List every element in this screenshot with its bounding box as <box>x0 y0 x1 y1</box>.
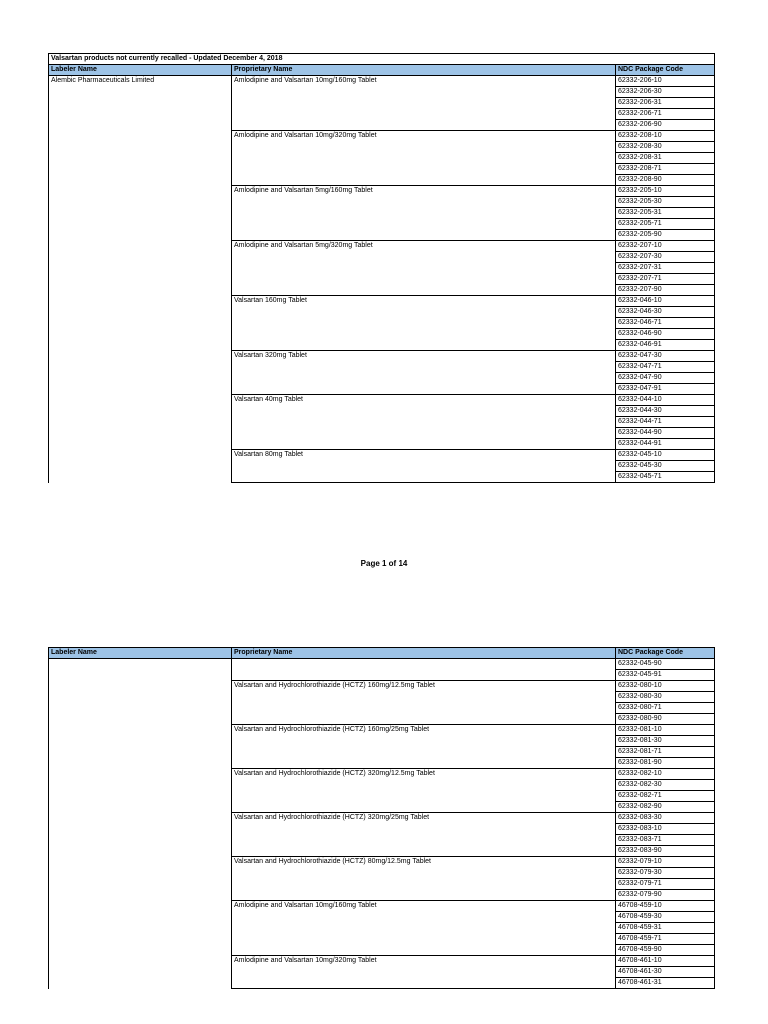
table-row <box>49 142 715 153</box>
table-row <box>49 296 715 307</box>
proprietary-name-cell <box>232 252 616 263</box>
ndc-code-cell: 62332-047-91 <box>616 384 715 395</box>
table-row <box>49 978 715 989</box>
table-row <box>49 76 715 87</box>
labeler-name-cell <box>49 472 232 483</box>
ndc-code-cell: 46708-459-30 <box>616 912 715 923</box>
table-row <box>49 197 715 208</box>
proprietary-name-cell <box>232 329 616 340</box>
table-row <box>49 659 715 670</box>
labeler-name-cell <box>49 703 232 714</box>
ndc-code-cell: 62332-045-30 <box>616 461 715 472</box>
ndc-code-cell: 62332-047-30 <box>616 351 715 362</box>
header-row <box>49 648 715 659</box>
table-row <box>49 923 715 934</box>
table-row <box>49 164 715 175</box>
proprietary-name-cell <box>232 758 616 769</box>
proprietary-name-cell <box>232 318 616 329</box>
proprietary-name-cell <box>232 263 616 274</box>
labeler-name-cell <box>49 263 232 274</box>
ndc-code-cell: 62332-045-71 <box>616 472 715 483</box>
table-row <box>49 274 715 285</box>
labeler-name-cell <box>49 956 232 967</box>
proprietary-name-cell <box>232 153 616 164</box>
proprietary-name-cell <box>232 945 616 956</box>
table-row <box>49 153 715 164</box>
labeler-name-cell <box>49 373 232 384</box>
proprietary-name-cell <box>232 219 616 230</box>
table-row <box>49 208 715 219</box>
proprietary-name-cell: Valsartan 160mg Tablet <box>232 296 616 307</box>
ndc-code-cell: 46708-459-71 <box>616 934 715 945</box>
proprietary-name-cell <box>232 208 616 219</box>
labeler-name-cell <box>49 791 232 802</box>
labeler-name-cell <box>49 890 232 901</box>
labeler-name-cell <box>49 802 232 813</box>
ndc-code-cell: 62332-081-90 <box>616 758 715 769</box>
labeler-name-cell <box>49 274 232 285</box>
ndc-code-cell: 62332-082-10 <box>616 769 715 780</box>
table-row <box>49 98 715 109</box>
labeler-name-cell <box>49 824 232 835</box>
proprietary-name-cell <box>232 98 616 109</box>
proprietary-name-cell <box>232 120 616 131</box>
header-labeler-name: Labeler Name <box>49 648 232 659</box>
page-number: Page 1 of 14 <box>360 559 408 568</box>
ndc-code-cell: 62332-044-10 <box>616 395 715 406</box>
proprietary-name-cell <box>232 791 616 802</box>
proprietary-name-cell <box>232 879 616 890</box>
labeler-name-cell <box>49 351 232 362</box>
proprietary-name-cell <box>232 406 616 417</box>
labeler-name-cell <box>49 395 232 406</box>
ndc-code-cell: 62332-044-30 <box>616 406 715 417</box>
table-row <box>49 450 715 461</box>
proprietary-name-cell <box>232 923 616 934</box>
labeler-name-cell <box>49 285 232 296</box>
ndc-code-cell: 62332-205-71 <box>616 219 715 230</box>
proprietary-name-cell <box>232 912 616 923</box>
ndc-code-cell: 62332-081-71 <box>616 747 715 758</box>
labeler-name-cell <box>49 714 232 725</box>
labeler-name-cell: Alembic Pharmaceuticals Limited <box>49 76 232 87</box>
labeler-name-cell <box>49 208 232 219</box>
table-row <box>49 307 715 318</box>
table-row <box>49 318 715 329</box>
labeler-name-cell <box>49 219 232 230</box>
proprietary-name-cell: Amlodipine and Valsartan 10mg/320mg Tablet <box>232 956 616 967</box>
labeler-name-cell <box>49 769 232 780</box>
ndc-code-cell: 62332-044-71 <box>616 417 715 428</box>
ndc-code-cell: 62332-046-91 <box>616 340 715 351</box>
labeler-name-cell <box>49 934 232 945</box>
ndc-code-cell: 62332-080-71 <box>616 703 715 714</box>
proprietary-name-cell <box>232 747 616 758</box>
table-row <box>49 945 715 956</box>
proprietary-name-cell <box>232 670 616 681</box>
table-row <box>49 890 715 901</box>
ndc-code-cell: 62332-205-31 <box>616 208 715 219</box>
table-row <box>49 175 715 186</box>
ndc-code-cell: 62332-207-71 <box>616 274 715 285</box>
proprietary-name-cell <box>232 967 616 978</box>
labeler-name-cell <box>49 747 232 758</box>
table-row <box>49 670 715 681</box>
table-row <box>49 461 715 472</box>
ndc-code-cell: 62332-205-90 <box>616 230 715 241</box>
labeler-name-cell <box>49 725 232 736</box>
ndc-code-cell: 62332-207-10 <box>616 241 715 252</box>
proprietary-name-cell <box>232 164 616 175</box>
labeler-name-cell <box>49 428 232 439</box>
header-proprietary-name: Proprietary Name <box>232 648 616 659</box>
labeler-name-cell <box>49 912 232 923</box>
table-row <box>49 868 715 879</box>
labeler-name-cell <box>49 439 232 450</box>
ndc-code-cell: 46708-461-30 <box>616 967 715 978</box>
ndc-code-cell: 62332-045-91 <box>616 670 715 681</box>
table-row <box>49 813 715 824</box>
ndc-code-cell: 46708-461-31 <box>616 978 715 989</box>
labeler-name-cell <box>49 659 232 670</box>
ndc-code-cell: 62332-208-71 <box>616 164 715 175</box>
labeler-name-cell <box>49 142 232 153</box>
labeler-name-cell <box>49 296 232 307</box>
ndc-code-cell: 62332-079-10 <box>616 857 715 868</box>
ndc-code-cell: 62332-207-30 <box>616 252 715 263</box>
table-row <box>49 131 715 142</box>
ndc-code-cell: 62332-046-71 <box>616 318 715 329</box>
table-row <box>49 956 715 967</box>
table-row <box>49 219 715 230</box>
header-row <box>49 65 715 76</box>
table-row <box>49 846 715 857</box>
proprietary-name-cell <box>232 428 616 439</box>
table-row <box>49 901 715 912</box>
ndc-code-cell: 62332-080-10 <box>616 681 715 692</box>
labeler-name-cell <box>49 879 232 890</box>
table-row <box>49 120 715 131</box>
proprietary-name-cell <box>232 472 616 483</box>
labeler-name-cell <box>49 109 232 120</box>
proprietary-name-cell <box>232 373 616 384</box>
proprietary-name-cell <box>232 384 616 395</box>
ndc-code-cell: 62332-208-31 <box>616 153 715 164</box>
table-row <box>49 725 715 736</box>
proprietary-name-cell <box>232 703 616 714</box>
table-row <box>49 692 715 703</box>
proprietary-name-cell <box>232 846 616 857</box>
proprietary-name-cell <box>232 439 616 450</box>
page-1-table <box>48 53 714 483</box>
labeler-name-cell <box>49 813 232 824</box>
proprietary-name-cell <box>232 142 616 153</box>
table-row <box>49 351 715 362</box>
proprietary-name-cell <box>232 109 616 120</box>
table-row <box>49 879 715 890</box>
ndc-code-cell: 62332-046-30 <box>616 307 715 318</box>
ndc-code-cell: 62332-047-90 <box>616 373 715 384</box>
ndc-code-cell: 62332-083-71 <box>616 835 715 846</box>
labeler-name-cell <box>49 340 232 351</box>
labeler-name-cell <box>49 307 232 318</box>
labeler-name-cell <box>49 945 232 956</box>
labeler-name-cell <box>49 153 232 164</box>
table-row <box>49 384 715 395</box>
table-row <box>49 252 715 263</box>
table-row <box>49 835 715 846</box>
proprietary-name-cell <box>232 824 616 835</box>
labeler-name-cell <box>49 780 232 791</box>
ndc-code-cell: 62332-208-90 <box>616 175 715 186</box>
proprietary-name-cell: Amlodipine and Valsartan 5mg/160mg Tablet <box>232 186 616 197</box>
labeler-name-cell <box>49 736 232 747</box>
table-row <box>49 329 715 340</box>
ndc-code-cell: 62332-082-71 <box>616 791 715 802</box>
proprietary-name-cell <box>232 175 616 186</box>
header-ndc-package-code: NDC Package Code <box>616 65 715 76</box>
proprietary-name-cell <box>232 692 616 703</box>
table-row <box>49 439 715 450</box>
labeler-name-cell <box>49 692 232 703</box>
table-row <box>49 285 715 296</box>
table-row <box>49 681 715 692</box>
ndc-code-cell: 62332-082-90 <box>616 802 715 813</box>
proprietary-name-cell <box>232 934 616 945</box>
table-row <box>49 747 715 758</box>
labeler-name-cell <box>49 967 232 978</box>
proprietary-name-cell: Valsartan and Hydrochlorothiazide (HCTZ) 80mg/12.5mg Tablet <box>232 857 616 868</box>
labeler-name-cell <box>49 362 232 373</box>
proprietary-name-cell <box>232 230 616 241</box>
labeler-name-cell <box>49 461 232 472</box>
ndc-code-cell: 62332-208-30 <box>616 142 715 153</box>
proprietary-name-cell <box>232 87 616 98</box>
labeler-name-cell <box>49 87 232 98</box>
ndc-code-cell: 62332-206-71 <box>616 109 715 120</box>
proprietary-name-cell <box>232 835 616 846</box>
table-row <box>49 934 715 945</box>
table-row <box>49 263 715 274</box>
table-row <box>49 703 715 714</box>
proprietary-name-cell: Amlodipine and Valsartan 10mg/160mg Tablet <box>232 76 616 87</box>
ndc-code-cell: 62332-047-71 <box>616 362 715 373</box>
labeler-name-cell <box>49 758 232 769</box>
proprietary-name-cell <box>232 197 616 208</box>
ndc-code-cell: 62332-080-90 <box>616 714 715 725</box>
proprietary-name-cell: Valsartan and Hydrochlorothiazide (HCTZ) 320mg/25mg Tablet <box>232 813 616 824</box>
proprietary-name-cell <box>232 978 616 989</box>
ndc-code-cell: 62332-207-90 <box>616 285 715 296</box>
proprietary-name-cell: Amlodipine and Valsartan 10mg/320mg Tablet <box>232 131 616 142</box>
table-row <box>49 87 715 98</box>
labeler-name-cell <box>49 450 232 461</box>
table-row <box>49 912 715 923</box>
ndc-code-cell: 62332-083-10 <box>616 824 715 835</box>
labeler-name-cell <box>49 835 232 846</box>
ndc-code-cell: 62332-080-30 <box>616 692 715 703</box>
ndc-code-cell: 62332-046-90 <box>616 329 715 340</box>
labeler-name-cell <box>49 164 232 175</box>
proprietary-name-cell <box>232 362 616 373</box>
proprietary-name-cell <box>232 780 616 791</box>
table-row <box>49 109 715 120</box>
table-row <box>49 472 715 483</box>
labeler-name-cell <box>49 230 232 241</box>
ndc-code-cell: 62332-205-10 <box>616 186 715 197</box>
ndc-code-cell: 62332-206-90 <box>616 120 715 131</box>
ndc-code-cell: 46708-461-10 <box>616 956 715 967</box>
ndc-code-cell: 62332-079-90 <box>616 890 715 901</box>
ndc-code-cell: 62332-205-30 <box>616 197 715 208</box>
labeler-name-cell <box>49 670 232 681</box>
labeler-name-cell <box>49 120 232 131</box>
labeler-name-cell <box>49 252 232 263</box>
proprietary-name-cell <box>232 736 616 747</box>
table-row <box>49 769 715 780</box>
table-row <box>49 857 715 868</box>
ndc-code-cell: 62332-044-90 <box>616 428 715 439</box>
labeler-name-cell <box>49 978 232 989</box>
ndc-code-cell: 62332-083-30 <box>616 813 715 824</box>
labeler-name-cell <box>49 846 232 857</box>
proprietary-name-cell <box>232 340 616 351</box>
header-proprietary-name: Proprietary Name <box>232 65 616 76</box>
ndc-code-cell: 46708-459-31 <box>616 923 715 934</box>
proprietary-name-cell: Valsartan 40mg Tablet <box>232 395 616 406</box>
ndc-code-cell: 62332-079-71 <box>616 879 715 890</box>
proprietary-name-cell <box>232 417 616 428</box>
proprietary-name-cell <box>232 659 616 670</box>
proprietary-name-cell: Valsartan and Hydrochlorothiazide (HCTZ) 320mg/12.5mg Tablet <box>232 769 616 780</box>
proprietary-name-cell <box>232 285 616 296</box>
ndc-code-cell: 62332-045-90 <box>616 659 715 670</box>
table-row <box>49 758 715 769</box>
table-row <box>49 417 715 428</box>
proprietary-name-cell <box>232 461 616 472</box>
table-row <box>49 780 715 791</box>
ndc-code-cell: 62332-082-30 <box>616 780 715 791</box>
header-labeler-name: Labeler Name <box>49 65 232 76</box>
labeler-name-cell <box>49 417 232 428</box>
labeler-name-cell <box>49 186 232 197</box>
table-row <box>49 230 715 241</box>
labeler-name-cell <box>49 318 232 329</box>
proprietary-name-cell: Amlodipine and Valsartan 5mg/320mg Tablet <box>232 241 616 252</box>
ndc-code-cell: 62332-206-10 <box>616 76 715 87</box>
ndc-code-cell: 46708-459-10 <box>616 901 715 912</box>
ndc-code-cell: 62332-206-31 <box>616 98 715 109</box>
ndc-code-cell: 62332-081-30 <box>616 736 715 747</box>
proprietary-name-cell <box>232 868 616 879</box>
page-2-table <box>48 647 714 989</box>
labeler-name-cell <box>49 175 232 186</box>
proprietary-name-cell <box>232 802 616 813</box>
proprietary-name-cell: Valsartan 80mg Tablet <box>232 450 616 461</box>
table-row <box>49 791 715 802</box>
proprietary-name-cell <box>232 307 616 318</box>
labeler-name-cell <box>49 923 232 934</box>
proprietary-name-cell <box>232 714 616 725</box>
labeler-name-cell <box>49 241 232 252</box>
table-row <box>49 802 715 813</box>
table-row <box>49 736 715 747</box>
ndc-code-cell: 62332-079-30 <box>616 868 715 879</box>
table-row <box>49 241 715 252</box>
labeler-name-cell <box>49 98 232 109</box>
header-ndc-package-code: NDC Package Code <box>616 648 715 659</box>
labeler-name-cell <box>49 384 232 395</box>
valsartan-table-page-1 <box>48 53 715 483</box>
ndc-code-cell: 62332-206-30 <box>616 87 715 98</box>
proprietary-name-cell: Amlodipine and Valsartan 10mg/160mg Tablet <box>232 901 616 912</box>
table-row <box>49 824 715 835</box>
ndc-code-cell: 62332-208-10 <box>616 131 715 142</box>
table-row <box>49 362 715 373</box>
labeler-name-cell <box>49 131 232 142</box>
table-row <box>49 406 715 417</box>
table-row <box>49 340 715 351</box>
ndc-code-cell: 46708-459-90 <box>616 945 715 956</box>
ndc-code-cell: 62332-044-91 <box>616 439 715 450</box>
proprietary-name-cell <box>232 274 616 285</box>
table-row <box>49 373 715 384</box>
labeler-name-cell <box>49 329 232 340</box>
ndc-code-cell: 62332-207-31 <box>616 263 715 274</box>
table-row <box>49 967 715 978</box>
labeler-name-cell <box>49 197 232 208</box>
proprietary-name-cell: Valsartan and Hydrochlorothiazide (HCTZ) 160mg/25mg Tablet <box>232 725 616 736</box>
ndc-code-cell: 62332-081-10 <box>616 725 715 736</box>
document-title-row <box>49 54 715 65</box>
ndc-code-cell: 62332-046-10 <box>616 296 715 307</box>
table-row <box>49 186 715 197</box>
labeler-name-cell <box>49 901 232 912</box>
proprietary-name-cell: Valsartan 320mg Tablet <box>232 351 616 362</box>
labeler-name-cell <box>49 406 232 417</box>
table-row <box>49 714 715 725</box>
labeler-name-cell <box>49 681 232 692</box>
valsartan-table-page-2 <box>48 647 715 989</box>
proprietary-name-cell <box>232 890 616 901</box>
ndc-code-cell: 62332-045-10 <box>616 450 715 461</box>
document-title: Valsartan products not currently recalled - Updated December 4, 2018 <box>49 54 715 65</box>
labeler-name-cell <box>49 857 232 868</box>
table-row <box>49 395 715 406</box>
proprietary-name-cell: Valsartan and Hydrochlorothiazide (HCTZ) 160mg/12.5mg Tablet <box>232 681 616 692</box>
table-row <box>49 428 715 439</box>
ndc-code-cell: 62332-083-90 <box>616 846 715 857</box>
labeler-name-cell <box>49 868 232 879</box>
